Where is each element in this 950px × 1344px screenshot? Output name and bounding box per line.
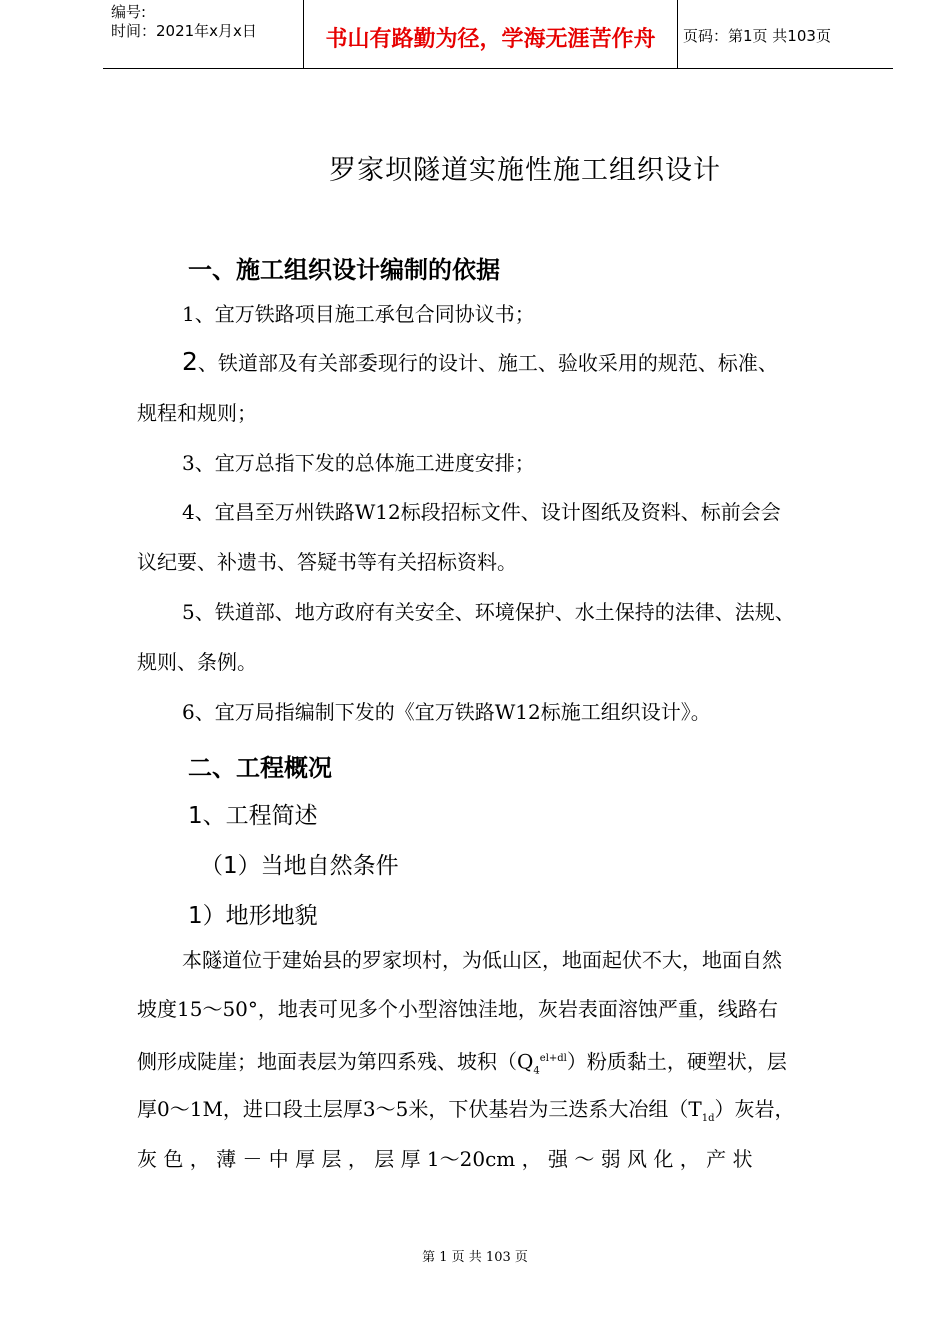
superscript: el+dl [539, 1053, 567, 1064]
text-run: 厚0～1M，进口段土层厚3～5米，下伏基岩为三迭系大冶组（T [137, 1097, 702, 1121]
list-item-continuation: 议纪要、补遗书、答疑书等有关招标资料。 [137, 550, 517, 574]
list-item: 6、宜万局指编制下发的《宜万铁路W12标施工组织设计》。 [182, 700, 711, 724]
subsection-heading: 1）地形地貌 [188, 903, 318, 929]
list-item: 1、宜万铁路项目施工承包合同协议书； [182, 302, 535, 326]
paragraph-line [137, 1097, 877, 1131]
paragraph-line: 坡度15～50°，地表可见多个小型溶蚀洼地，灰岩表面溶蚀严重，线路右 [137, 997, 778, 1021]
subsection-heading: 1、工程简述 [188, 803, 318, 829]
document-title: 罗家坝隧道实施性施工组织设计 [329, 155, 721, 186]
paragraph-line: 本隧道位于建始县的罗家坝村，为低山区，地面起伏不大，地面自然 [182, 948, 782, 972]
list-item [182, 347, 922, 376]
subscript: 1d [701, 1113, 715, 1124]
header-meta [111, 3, 257, 41]
number-label: 编号: [111, 3, 147, 21]
text-run: 侧形成陡崖；地面表层为第四系残、坡积（Q [137, 1049, 534, 1074]
item-number: 2 [182, 347, 198, 376]
list-item: 5、铁道部、地方政府有关安全、环境保护、水土保持的法律、法规、 [182, 600, 795, 624]
list-item-continuation: 规则、条例。 [137, 650, 257, 674]
page-header [103, 0, 893, 69]
item-text: 、铁道部及有关部委现行的设计、施工、验收采用的规范、标准、 [197, 351, 778, 375]
header-divider [677, 0, 678, 68]
list-item: 4、宜昌至万州铁路W12标段招标文件、设计图纸及资料、标前会会 [182, 500, 781, 524]
list-item: 3、宜万总指下发的总体施工进度安排； [182, 451, 535, 475]
paragraph-line: 灰 色 ， 薄 － 中 厚 层 ， 层 厚 1～20cm ， 强 ～ 弱 风 化 ， 产 状 [137, 1147, 753, 1171]
text-run: ）粉质黏土，硬塑状，层 [566, 1049, 787, 1074]
date-label: 时间：2021年x月x日 [111, 22, 257, 40]
header-page-label: 页码：第1页 共103页 [683, 27, 831, 45]
subsection-heading: （1）当地自然条件 [200, 853, 399, 879]
section1-heading: 一、施工组织设计编制的依据 [188, 256, 500, 284]
text-run: ）灰岩， [714, 1097, 795, 1121]
section2-heading: 二、工程概况 [188, 754, 332, 782]
list-item-continuation: 规程和规则； [137, 401, 257, 425]
subscript: 4 [533, 1065, 540, 1077]
header-motto: 书山有路勤为径，学海无涯苦作舟 [325, 26, 656, 52]
paragraph-line [137, 1047, 877, 1084]
page-footer: 第 1 页 共 103 页 [422, 1250, 528, 1265]
